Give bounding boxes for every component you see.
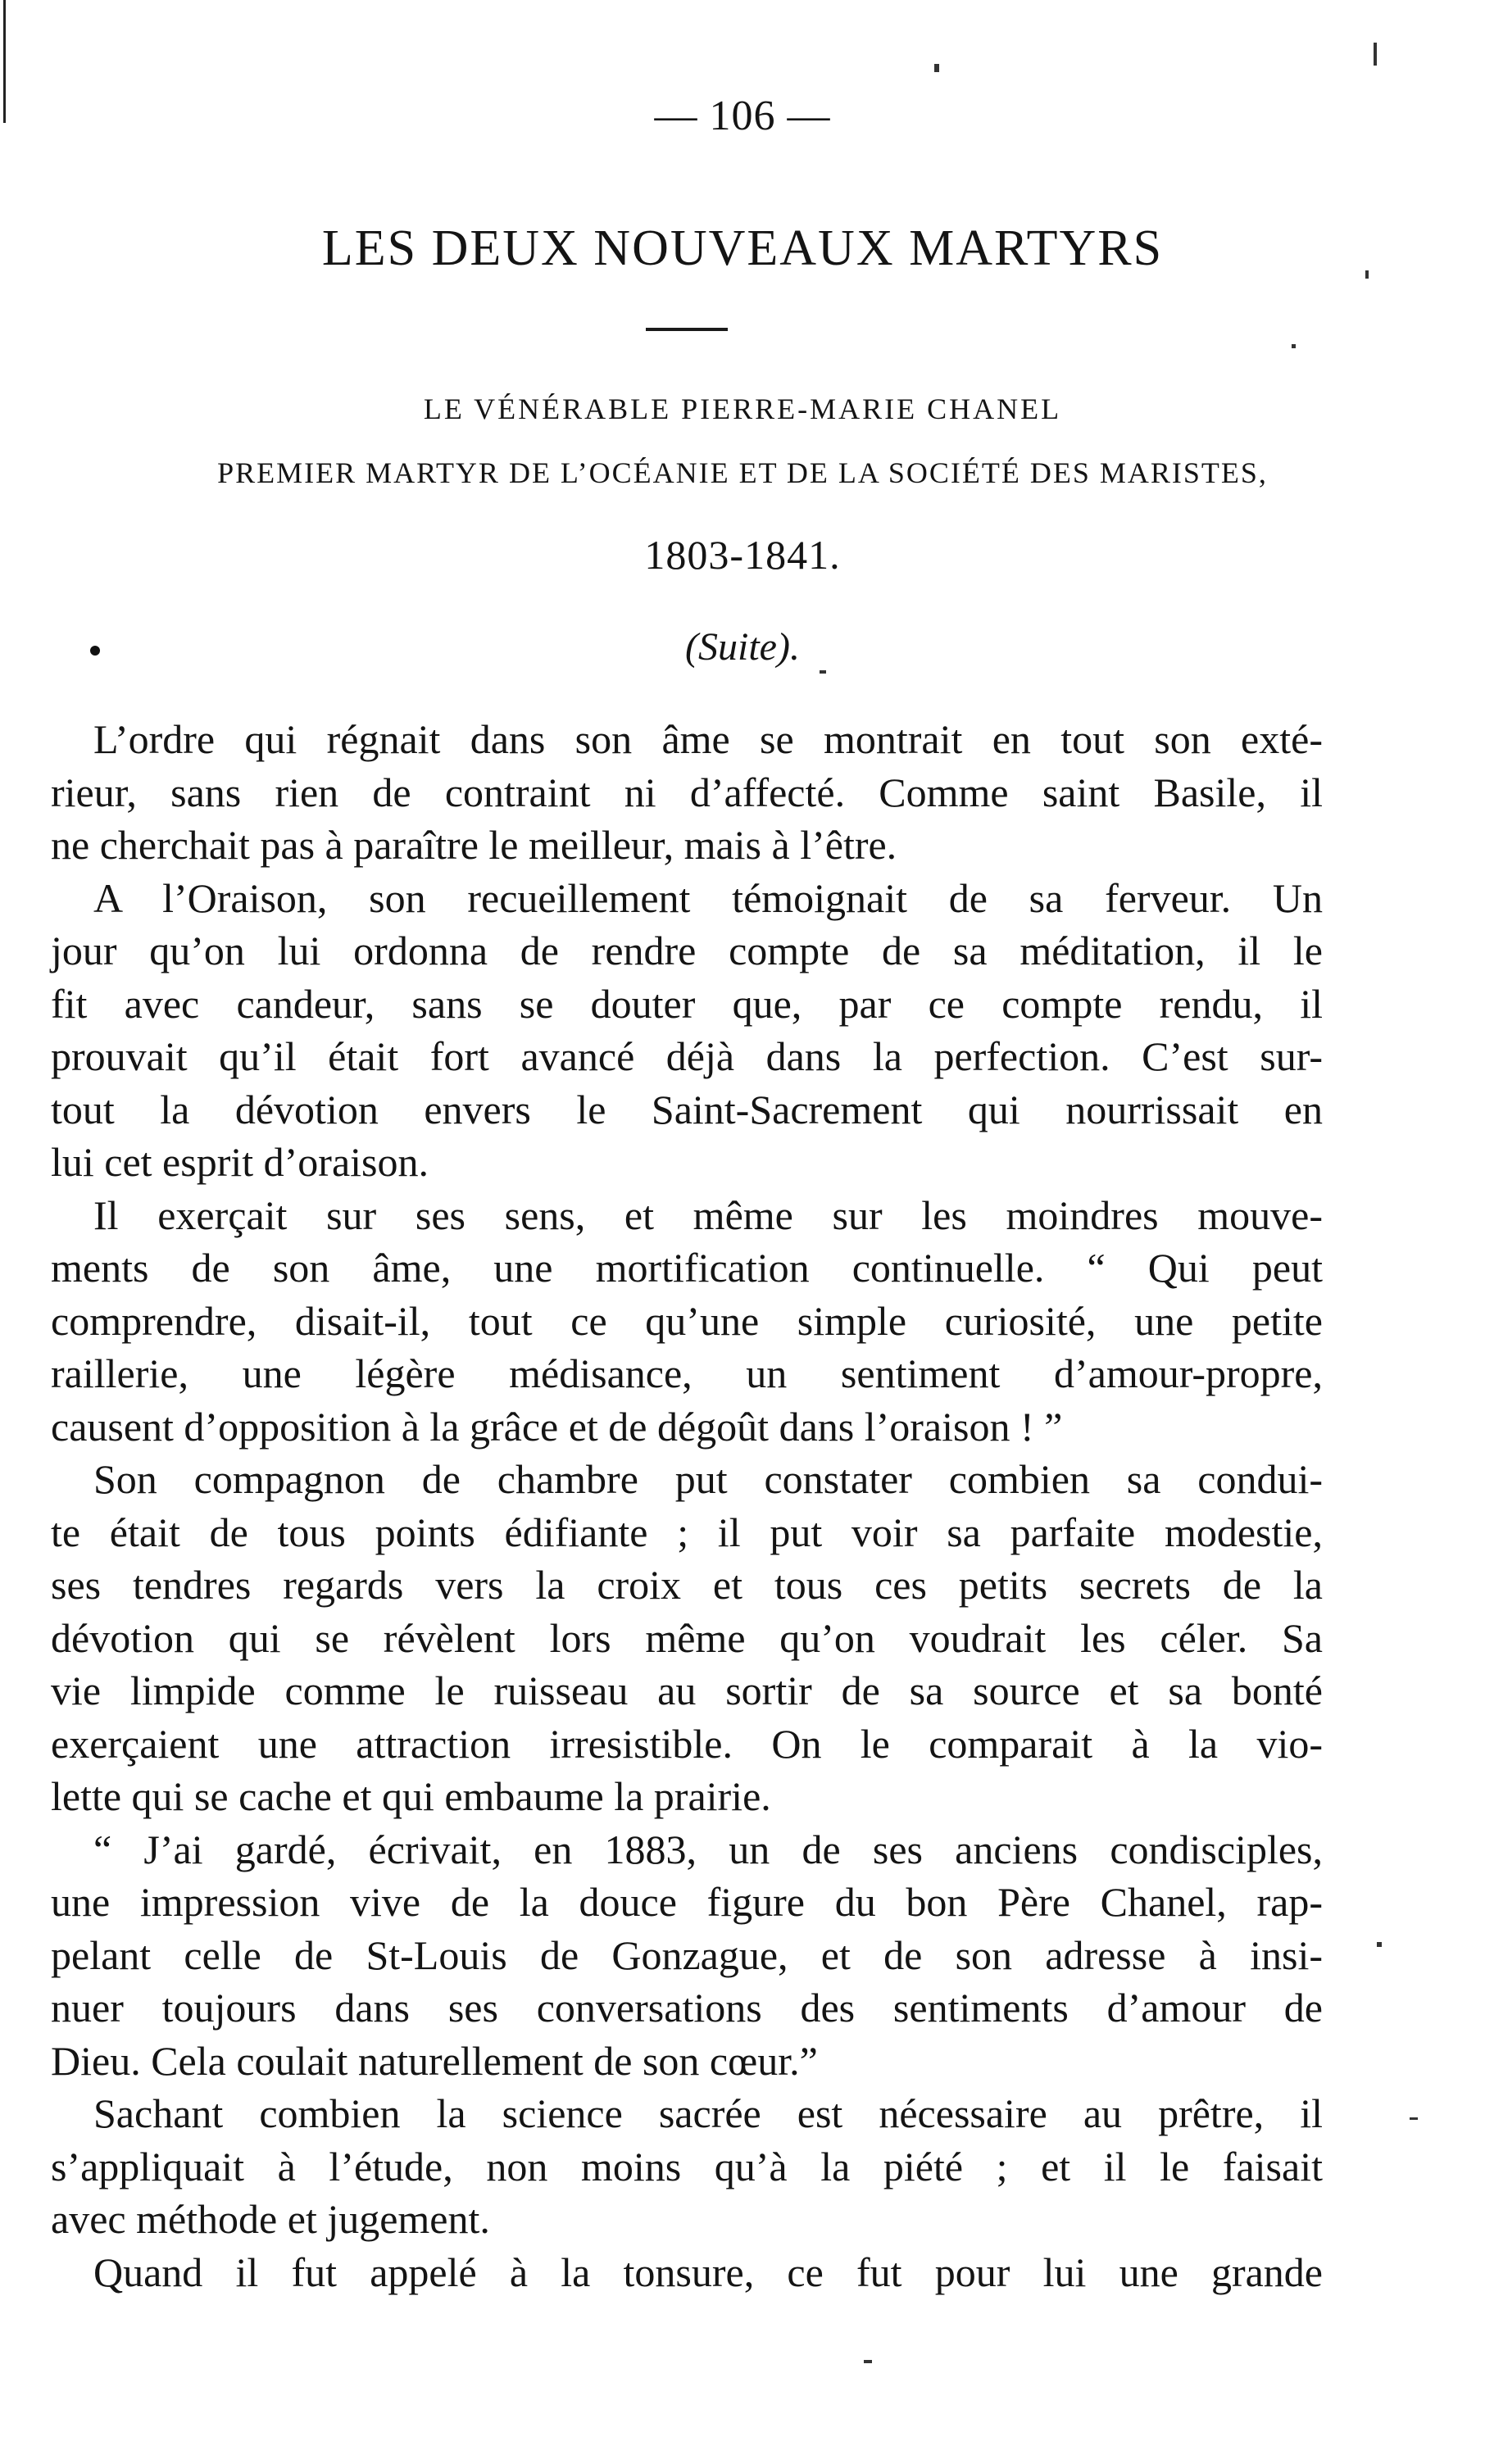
text-line: Quand il fut appelé à la tonsure, ce fut pour lui une grande [93,2248,1323,2295]
body-text [51,713,1323,2298]
text-line: pelant celle de St-Louis de Gonzague, et de son adresse à insi- [51,1931,1323,1978]
text-line: Il exerçait sur ses sens, et même sur les moindres mouve- [93,1191,1323,1238]
text-line: Dieu. Cela coulait naturellement de son cœur.” [51,2037,818,2084]
text-line: “ J’ai gardé, écrivait, en 1883, un de ses anciens condisciples, [93,1826,1323,1872]
text-line: A l’Oraison, son recueillement témoignait de sa ferveur. Un [93,874,1323,921]
text-line: ses tendres regards vers la croix et tous ces petits secrets de la [51,1562,1323,1608]
text-line: ments de son âme, une mortification continuelle. “ Qui peut [51,1245,1323,1291]
scan-speck [820,670,826,674]
text-line: Sachant combien la science sacrée est nécessaire au prêtre, il [93,2090,1323,2136]
text-line: Son compagnon de chambre put constater combien sa condui- [93,1456,1323,1502]
text-line: ne cherchait pas à paraître le meilleur, mais à l’être. [51,822,897,868]
scan-speck [1377,1942,1382,1947]
scan-speck [1410,2117,1418,2120]
text-line: comprendre, disait-il, tout ce qu’une simple curiosité, une petite [51,1297,1323,1344]
text-line: jour qu’on lui ordonna de rendre compte de sa méditation, il le [51,928,1323,973]
subtitle-name: LE VÉNÉRABLE PIERRE-MARIE CHANEL [423,393,1062,425]
text-line: une impression vive de la douce figure du bon Père Chanel, rap- [51,1879,1323,1925]
text-line: rieur, sans rien de contraint ni d’affecté. Comme saint Basile, il [51,769,1323,815]
text-line: avec méthode et jugement. [51,2196,490,2242]
text-line: dévotion qui se révèlent lors même qu’on voudrait les céler. Sa [51,1614,1323,1661]
text-line: causent d’opposition à la grâce et de dégoût dans l’oraison ! ” [51,1403,1063,1450]
continued-label: (Suite). [685,625,800,669]
text-line: exerçaient une attraction irresistible. On le comparait à la vio- [51,1720,1323,1767]
scan-speck [864,2360,872,2363]
text-line: raillerie, une légère médisance, un sentiment d’amour-propre, [51,1350,1323,1396]
scan-speck [934,64,939,72]
text-line: tout la dévotion envers le Saint-Sacrement qui nourrissait en [51,1086,1323,1132]
text-line: s’appliquait à l’étude, non moins qu’à la piété ; et il le faisait [51,2143,1323,2189]
subtitle-description: PREMIER MARTYR DE L’OCÉANIE ET DE LA SOCIÉTÉ DES MARISTES, [217,456,1268,489]
text-line: vie limpide comme le ruisseau au sortir de sa source et sa bonté [51,1668,1323,1713]
text-line: fit avec candeur, sans se douter que, par ce compte rendu, il [51,980,1323,1027]
title-divider [646,328,728,331]
text-line: te était de tous points édifiante ; il put voir sa parfaite modestie, [51,1509,1323,1555]
text-line: nuer toujours dans ses conversations des sentiments d’amour de [51,1985,1323,2031]
scan-speck [1374,43,1377,66]
text-line: lui cet esprit d’oraison. [51,1139,429,1185]
life-dates: 1803-1841. [644,532,841,578]
text-line: lette qui se cache et qui embaume la prairie. [51,1773,771,1819]
scan-speck [1292,344,1296,348]
text-line: L’ordre qui régnait dans son âme se montrait en tout son exté- [93,716,1323,762]
text-line: prouvait qu’il était fort avancé déjà dans la perfection. C’est sur- [51,1033,1323,1079]
chapter-title: LES DEUX NOUVEAUX MARTYRS [321,220,1164,276]
scan-speck [1365,270,1369,279]
page-number: — 106 — [654,93,831,139]
